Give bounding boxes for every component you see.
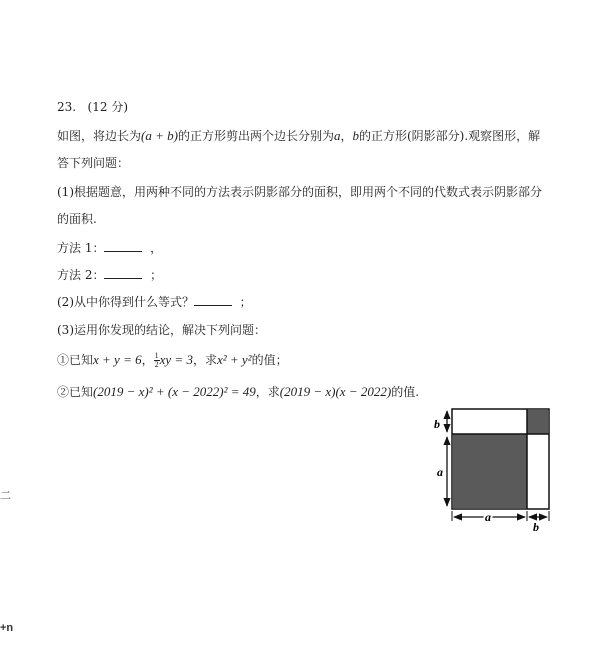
question-points: (12 分) — [87, 100, 128, 114]
method2-answer-blank[interactable] — [104, 266, 142, 279]
bottom-edge-mark: +n — [0, 622, 14, 634]
intro-line-2: 答下列问题： — [57, 156, 130, 170]
part2-answer-blank[interactable] — [194, 293, 232, 306]
part1-line-2: 的面积. — [57, 212, 97, 226]
shaded-square-b — [527, 410, 548, 434]
question-header — [57, 98, 128, 116]
method1-answer-blank[interactable] — [104, 239, 142, 252]
method1-line: 方法 1： ， — [57, 241, 163, 255]
shaded-square-a — [453, 434, 527, 508]
question-number: 23. — [57, 100, 77, 114]
label-a-bottom: a — [485, 510, 491, 524]
left-edge-mark: 二 — [0, 490, 11, 502]
label-b-bottom: b — [533, 520, 539, 534]
part3-line: (3)运用你发现的结论，解决下列问题： — [57, 323, 266, 337]
label-a-left: a — [437, 465, 443, 479]
subquestion-1: ①已知x + y = 6， $\frac{1}{2}$ xy = 3，求x² + y²的值； — [57, 351, 288, 369]
fraction-one-half: $\frac{1}{2}$ — [154, 351, 159, 369]
subquestion-2: ②已知(2019 − x)² + (x − 2022)² = 49，求(2019 − x)(x − 2022)的值. — [57, 384, 420, 399]
outer-square — [452, 409, 549, 509]
part2-line: (2)从中你得到什么等式？ ； — [57, 295, 252, 309]
part1-line-1: (1)根据题意，用两种不同的方法表示阴影部分的面积，即用两个不同的代数式表示阴影部分 — [57, 185, 543, 199]
intro-line-1: 如图，将边长为(a + b)的正方形剪出两个边长分别为a，b的正方形(阴影部分).观察图形，解 — [57, 128, 541, 143]
label-b-top: b — [434, 417, 440, 431]
intro-expression: (a + b) — [141, 128, 178, 143]
method2-line: 方法 2： ； — [57, 268, 163, 282]
